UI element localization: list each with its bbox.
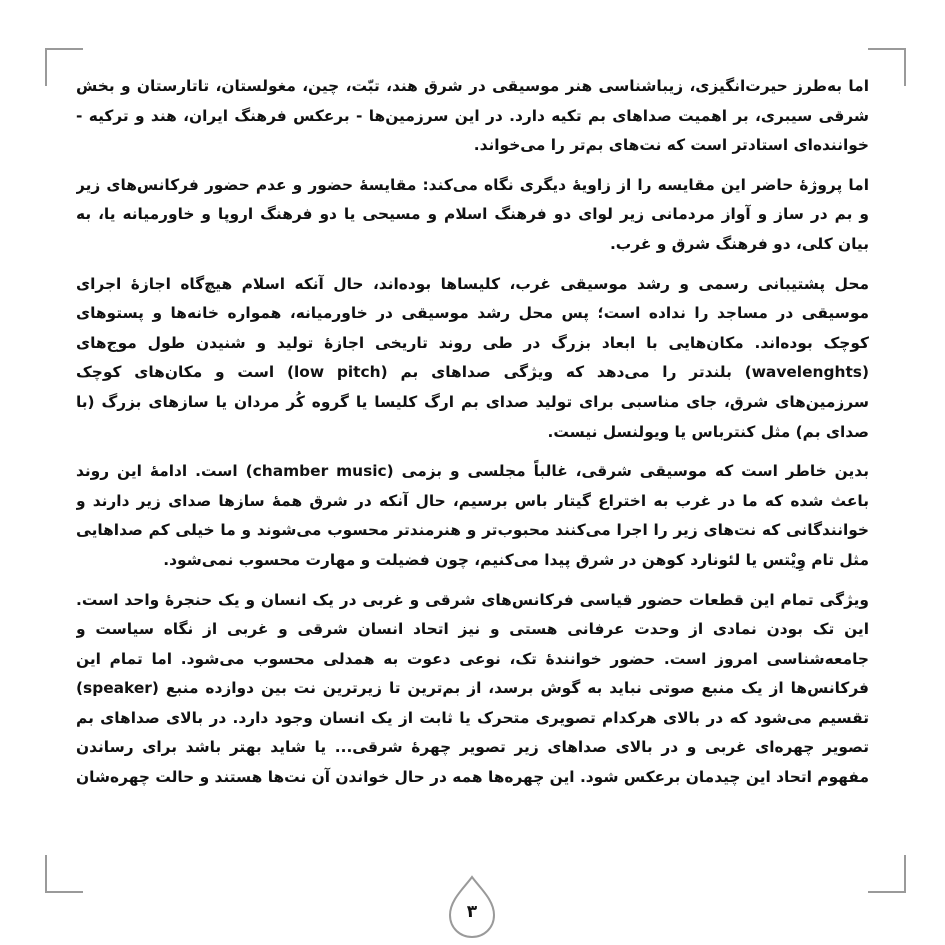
frame-corner-bottom-right bbox=[868, 855, 906, 893]
frame-corner-top-right bbox=[868, 48, 906, 86]
paragraph-4: بدین خاطر است که موسیقی شرقی، غالباً مجلسی و بزمی (chamber music) است. ادامهٔ این روند باعث شده که ما در غرب به اختراع گیتار باس برسیم، حال آنکه در شرق همهٔ سازها صدای زیر دارند و خوانندگانی که نت‌های زیر را اجرا می‌کنند محبوب‌تر و هنرمندتر محسوب می‌شوند و ما خیلی کم صداهایی مثل تام وِیْتس یا لئونارد کوهن در شرق پیدا می‌کنیم، چون فضیلت و مهارت محسوب نمی‌شود. bbox=[76, 462, 869, 569]
paragraph-2: اما پروژهٔ حاضر این مقایسه را از زاویهٔ دیگری نگاه می‌کند: مقایسهٔ حضور و عدم حضور فرکانس‌های زیر و بم در ساز و آواز مردمانی زیر لوای دو فرهنگ اسلام و مسیحی یا دو فرهنگ اروپا و خاورمیانه یا، به بیان کلی، دو فرهنگ شرق و غرب. bbox=[76, 175, 869, 253]
page-number-badge bbox=[442, 874, 502, 940]
paragraph-3: محل پشتیبانی رسمی و رشد موسیقی غرب، کلیساها بوده‌اند، حال آنکه اسلام هیچ‌گاه اجازهٔ اجرای موسیقی در مساجد را نداده است؛ پس محل رشد موسیقی در خاورمیانه، همواره خانه‌ها و پستوهای کوچک بوده‌اند. مکان‌هایی با ابعاد بزرگ در طی روند تاریخی اجازهٔ تولید و شنیدن طول موج‌های (wavelenghts) بلندتر را می‌دهد که ویژگی صداهای بم (low pitch) است و مکان‌های کوچک سرزمین‌های شرق، جای مناسبی برای تولید صدای بم ارگ کلیسا یا گروه کُر مردان یا سازهای بزرگ (با صدای بم) مثل کنترباس یا ویولنسل نیست. bbox=[76, 274, 869, 441]
page-number: ۳ bbox=[466, 902, 478, 922]
paragraph-1: اما به‌طرز حیرت‌انگیزی، زیباشناسی هنر موسیقی در شرق هند، تبّت، چین، مغولستان، تاتارستان و بخش شرقی سیبری، بر اهمیت صداهای بم تکیه دارد. در این سرزمین‌ها - برعکس فرهنگ ایران، هند و ترکیه - خواننده‌ای استادتر است که نت‌های بم‌تر را می‌خواند. bbox=[76, 77, 869, 155]
paragraph-5: ویژگی تمام این قطعات حضور قیاسی فرکانس‌های شرقی و غربی در یک انسان و یک حنجرهٔ واحد است. این تک بودن نمادی از وحدت عرفانی هستی و نیز اتحاد انسان شرقی و غربی از نگاه سیاست و جامعه‌شناسی امروز است. حضور خوانندهٔ تک، نوعی دعوت به همدلی محسوب می‌شود. اما تمام این فرکانس‌ها از یک منبع صوتی نباید به گوش برسد، از بم‌ترین تا زیرترین نت بین دوازده منبع (speaker) تقسیم می‌شود که در بالای هرکدام تصویری متحرک یا ثابت از یک انسان وجود دارد. در بالای صداهای بم تصویر چهره‌ای غربی و در بالای صداهای زیر تصویر چهرهٔ شرقی... یا شاید بهتر باشد برای رساندن مفهوم اتحاد این چیدمان برعکس شود. این چهره‌ها همه در حال خواندن آن نت‌ها هستند و حالت چهره‌شان bbox=[76, 590, 869, 787]
page-body bbox=[76, 72, 869, 872]
